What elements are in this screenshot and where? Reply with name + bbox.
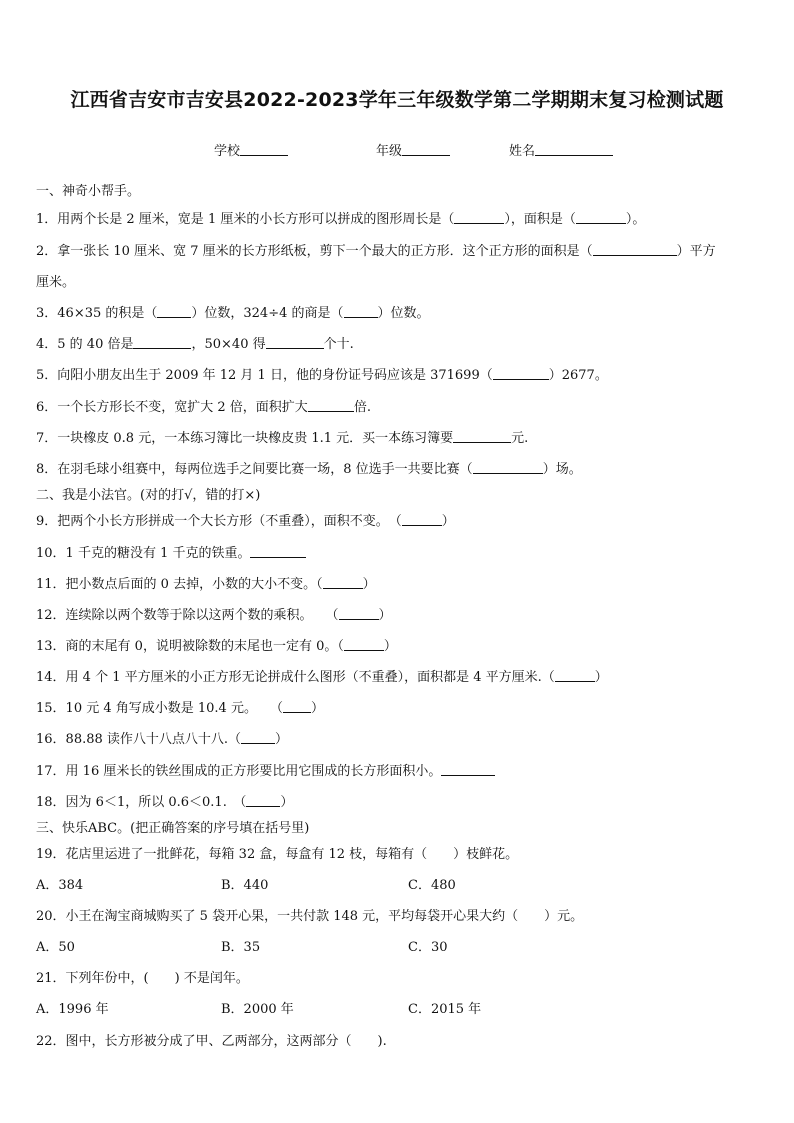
option-a[interactable]: A．384 — [36, 878, 84, 893]
question-7: 7．一块橡皮 0.8 元，一本练习簿比一块橡皮贵 1.1 元．买一本练习簿要 元. — [36, 431, 529, 446]
answer-blank[interactable] — [241, 731, 275, 744]
answer-blank[interactable] — [473, 461, 543, 474]
answer-blank[interactable] — [308, 399, 354, 412]
answer-blank[interactable] — [266, 336, 324, 349]
answer-blank[interactable] — [283, 700, 311, 713]
section-heading-1: 一、神奇小帮手。 — [36, 184, 141, 199]
school-field — [214, 140, 288, 159]
question-5: 5．向阳小朋友出生于 2009 年 12 月 1 日，他的身份证号码应该是 371699（ ）2677。 — [36, 368, 608, 383]
question-19: 19．花店里运进了一批鲜花，每箱 32 盒，每盒有 12 枝，每箱有（ ）枝鲜花。 — [36, 847, 519, 862]
answer-blank[interactable] — [250, 545, 306, 558]
answer-blank[interactable] — [453, 430, 511, 443]
question-20: 20．小王在淘宝商城购买了 5 袋开心果，一共付款 148 元，平均每袋开心果大约（ ）元。 — [36, 909, 584, 924]
question-4: 4．5 的 40 倍是 ，50×40 得 个十. — [36, 337, 354, 352]
option-c[interactable]: C．2015 年 — [408, 1002, 482, 1017]
option-c[interactable]: C．30 — [408, 940, 448, 955]
name-field — [509, 140, 613, 159]
question-18: 18．因为 6＜1，所以 0.6＜0.1. （ ） — [36, 795, 294, 810]
answer-blank[interactable] — [344, 305, 378, 318]
question-21: 21．下列年份中，( ) 不是闰年。 — [36, 971, 249, 986]
question-8: 8．在羽毛球小组赛中，每两位选手之间要比赛一场，8 位选手一共要比赛（ ）场。 — [36, 462, 582, 477]
school-blank[interactable] — [240, 143, 288, 156]
answer-blank[interactable] — [576, 211, 626, 224]
question-9: 9．把两个小长方形拼成一个大长方形（不重叠），面积不变。 （ ） — [36, 514, 455, 529]
grade-field — [376, 140, 450, 159]
option-b[interactable]: B．440 — [221, 878, 269, 893]
answer-blank[interactable] — [246, 794, 280, 807]
answer-blank[interactable] — [402, 513, 442, 526]
grade-label: 年级 — [376, 144, 403, 159]
answer-blank[interactable] — [441, 763, 495, 776]
answer-blank[interactable] — [323, 576, 363, 589]
name-label: 姓名 — [509, 144, 536, 159]
page-title: 江西省吉安市吉安县2022-2023学年三年级数学第二学期期末复习检测试题 — [70, 89, 724, 111]
option-c[interactable]: C．480 — [408, 878, 456, 893]
answer-blank[interactable] — [157, 305, 191, 318]
school-label: 学校 — [214, 144, 241, 159]
question-12: 12．连续除以两个数等于除以这两个数的乘积。 （ ） — [36, 608, 392, 623]
question-11: 11．把小数点后面的 0 去掉，小数的大小不变。（ ） — [36, 577, 376, 592]
option-b[interactable]: B．2000 年 — [221, 1002, 294, 1017]
question-2-cont: 厘米。 — [36, 275, 76, 290]
question-3: 3．46×35 的积是（ ）位数，324÷4 的商是（ ）位数。 — [36, 306, 430, 321]
question-10: 10．1 千克的糖没有 1 千克的铁重。 — [36, 542, 306, 561]
question-6: 6．一个长方形长不变，宽扩大 2 倍，面积扩大 倍. — [36, 400, 371, 415]
answer-blank[interactable] — [593, 243, 677, 256]
question-15: 15．10 元 4 角写成小数是 10.4 元。 （ ） — [36, 701, 324, 716]
answer-blank[interactable] — [344, 638, 384, 651]
grade-blank[interactable] — [402, 143, 450, 156]
name-blank[interactable] — [535, 143, 613, 156]
question-16: 16．88.88 读作八十八点八十八.（ ） — [36, 732, 289, 747]
answer-blank[interactable] — [555, 669, 595, 682]
question-13: 13．商的末尾有 0，说明被除数的末尾也一定有 0。（ ） — [36, 639, 397, 654]
question-22: 22．图中，长方形被分成了甲、乙两部分，这两部分（ ). — [36, 1034, 387, 1049]
answer-blank[interactable] — [133, 336, 191, 349]
question-17: 17．用 16 厘米长的铁丝围成的正方形要比用它围成的长方形面积小。 — [36, 760, 495, 779]
section-heading-2: 二、我是小法官。(对的打√，错的打×) — [36, 488, 261, 503]
answer-blank[interactable] — [339, 607, 379, 620]
option-b[interactable]: B．35 — [221, 940, 261, 955]
option-a[interactable]: A．50 — [36, 940, 75, 955]
question-1: 1．用两个长是 2 厘米，宽是 1 厘米的小长方形可以拼成的图形周长是（ ），面积是（ ）。 — [36, 212, 646, 227]
section-heading-3: 三、快乐ABC。(把正确答案的序号填在括号里) — [36, 821, 310, 836]
answer-blank[interactable] — [493, 367, 549, 380]
option-a[interactable]: A．1996 年 — [36, 1002, 109, 1017]
question-2: 2．拿一张长 10 厘米、宽 7 厘米的长方形纸板，剪下一个最大的正方形．这个正方形的面积是（ ）平方 — [36, 244, 716, 259]
question-14: 14．用 4 个 1 平方厘米的小正方形无论拼成什么图形（不重叠），面积都是 4 平方厘米.（ ） — [36, 670, 608, 685]
answer-blank[interactable] — [454, 211, 504, 224]
